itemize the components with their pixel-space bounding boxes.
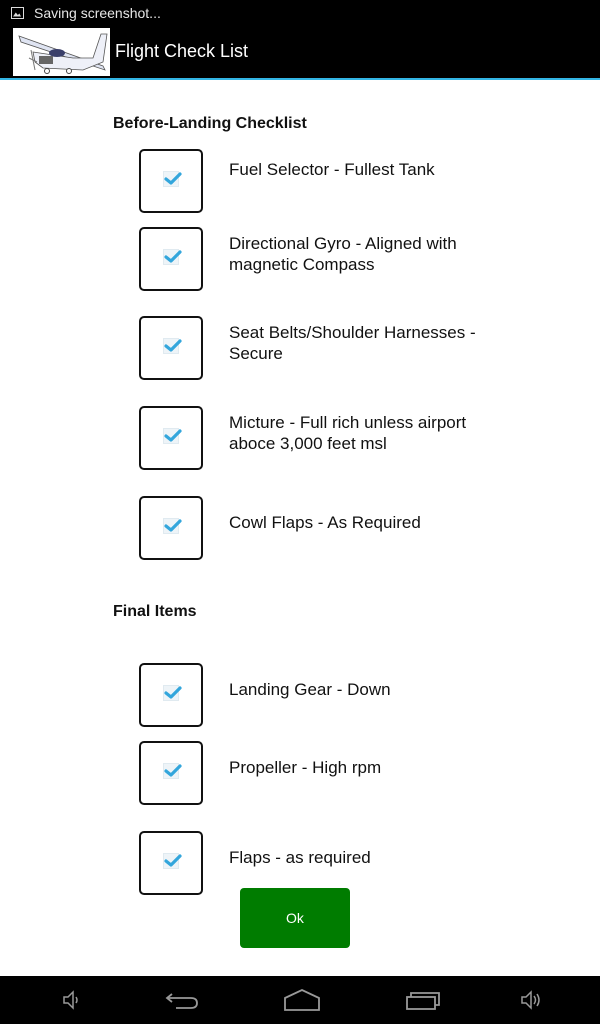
section-title-final-items: Final Items xyxy=(113,603,197,620)
back-icon[interactable] xyxy=(164,988,200,1017)
checkmark-icon xyxy=(163,518,179,534)
home-icon[interactable] xyxy=(283,988,321,1017)
ok-button[interactable]: Ok xyxy=(240,888,350,948)
status-notification-text: Saving screenshot... xyxy=(34,4,161,21)
system-nav-bar xyxy=(0,976,600,1024)
section-title-before-landing: Before-Landing Checklist xyxy=(113,115,307,132)
checklist-item[interactable] xyxy=(139,663,499,727)
checkbox[interactable] xyxy=(139,406,203,470)
checkmark-icon xyxy=(163,428,179,444)
status-bar xyxy=(0,0,600,25)
checkbox[interactable] xyxy=(139,496,203,560)
checkmark-icon xyxy=(163,249,179,265)
checkbox[interactable] xyxy=(139,831,203,895)
recent-apps-icon[interactable] xyxy=(405,988,441,1017)
checklist-item-label: Propeller - High rpm xyxy=(229,758,382,777)
airplane-logo[interactable] xyxy=(13,28,110,76)
checkbox[interactable] xyxy=(139,663,203,727)
checklist-item[interactable] xyxy=(139,316,499,380)
checklist-item-label: Cowl Flaps - As Required xyxy=(229,513,421,532)
checkbox[interactable] xyxy=(139,149,203,213)
checklist-scroll-area[interactable] xyxy=(0,80,600,867)
checklist-item-label: Seat Belts/Shoulder Harnesses - Secure xyxy=(229,323,476,363)
action-bar xyxy=(0,25,600,80)
checklist-item-label: Fuel Selector - Fullest Tank xyxy=(229,160,435,179)
picture-icon xyxy=(11,7,24,19)
checklist-item-label: Directional Gyro - Aligned with magnetic Compass xyxy=(229,234,457,274)
volume-up-icon[interactable] xyxy=(518,988,544,1017)
checkbox[interactable] xyxy=(139,741,203,805)
checkmark-icon xyxy=(163,338,179,354)
checklist-item-label: Micture - Full rich unless airport aboce 3,000 feet msl xyxy=(229,413,467,453)
volume-down-icon[interactable] xyxy=(60,988,84,1017)
checklist-item[interactable] xyxy=(139,406,499,470)
checkbox[interactable] xyxy=(139,227,203,291)
checklist-item[interactable] xyxy=(139,831,499,895)
checklist-item-label: Flaps - as required xyxy=(229,848,371,867)
checklist-item[interactable] xyxy=(139,741,499,805)
checkmark-icon xyxy=(163,171,179,187)
checklist-item[interactable] xyxy=(139,496,499,560)
checklist-item[interactable] xyxy=(139,149,499,213)
checkmark-icon xyxy=(163,685,179,701)
checklist-item[interactable] xyxy=(139,227,499,291)
app-title: Flight Check List xyxy=(115,41,249,61)
checkbox[interactable] xyxy=(139,316,203,380)
checkmark-icon xyxy=(163,853,179,869)
checklist-item-label: Landing Gear - Down xyxy=(229,680,391,699)
checkmark-icon xyxy=(163,763,179,779)
